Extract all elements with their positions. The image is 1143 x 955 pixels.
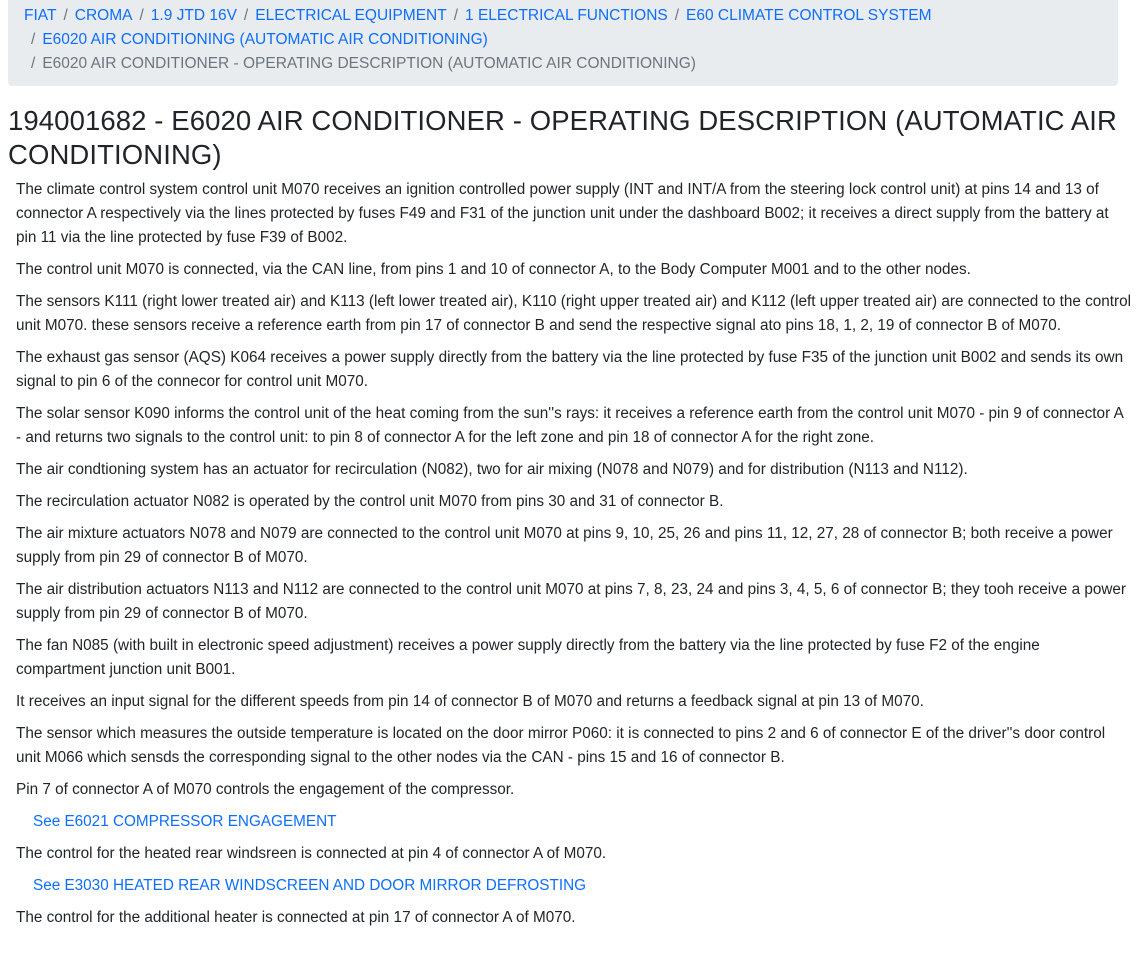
- breadcrumb-item-electrical-functions[interactable]: 1 ELECTRICAL FUNCTIONS: [465, 7, 668, 24]
- breadcrumb-separator: /: [139, 7, 144, 24]
- paragraph-solar-sensor: The solar sensor K090 informs the control unit of the heat coming from the sun''s rays: it receives a reference earth from the control unit M070 - pin 9 of connector A - and returns two signals to the control unit: to pin 8 of connector A for the left zone and pin 18 of connector A for the right zone.: [16, 405, 1123, 446]
- paragraph-actuators: The air condtioning system has an actuator for recirculation (N082), two for air mixing (N078 and N079) and for distribution (N113 and N112).: [16, 461, 968, 478]
- paragraph-compressor: Pin 7 of connector A of M070 controls the engagement of the compressor.: [16, 781, 515, 798]
- paragraph-air-distribution-actuators: The air distribution actuators N113 and N112 are connected to the control unit M070 at pins 7, 8, 23, 24 and pins 3, 4, 5, 6 of connector B; they tooh receive a power supply from pin 29 of connector B of M070.: [16, 581, 1126, 622]
- see-link-container: [16, 874, 1131, 898]
- paragraph-heated-rear-windscreen: The control for the heated rear windsreen is connected at pin 4 of connector A of M070.: [16, 845, 607, 862]
- breadcrumb-item-electrical-equipment[interactable]: ELECTRICAL EQUIPMENT: [255, 7, 447, 24]
- breadcrumb-item-air-conditioning[interactable]: E6020 AIR CONDITIONING (AUTOMATIC AIR CONDITIONING): [42, 31, 488, 48]
- breadcrumb-line-1: [24, 4, 1102, 28]
- breadcrumb-item-croma[interactable]: CROMA: [74, 7, 133, 24]
- paragraph-sensors: The sensors K111 (right lower treated air) and K113 (left lower treated air), K110 (right upper treated air) and K112 (left upper treated air) are connected to the control unit M070. these sensors receive a reference earth from pin 17 of connector B and send the respective signal ato pins 18, 1, 2, 19 of connector B of M070.: [16, 293, 1131, 334]
- see-link-container: [16, 810, 1131, 834]
- page-title: 194001682 - E6020 AIR CONDITIONER - OPERATING DESCRIPTION (AUTOMATIC AIR CONDITIONING): [8, 105, 1118, 170]
- paragraph-exhaust-gas-sensor: The exhaust gas sensor (AQS) K064 receives a power supply directly from the battery via the line protected by fuse F35 of the junction unit B002 and sends its own signal to pin 6 of the connecor for control unit M070.: [16, 349, 1124, 390]
- breadcrumb-separator: /: [31, 31, 36, 48]
- breadcrumb-item-fiat[interactable]: FIAT: [24, 7, 57, 24]
- paragraph-air-mixture-actuators: The air mixture actuators N078 and N079 are connected to the control unit M070 at pins 9, 10, 25, 26 and pins 11, 12, 27, 28 of connector B; both receive a power supply from pin 29 of connector B of M070.: [16, 525, 1113, 566]
- paragraph-outside-temperature: The sensor which measures the outside temperature is located on the door mirror P060: it is connected to pins 2 and 6 of connector E of the driver''s door control unit M066 which sensds the corresponding signal to the other nodes via the CAN - pins 15 and 16 of connector B.: [16, 725, 1106, 766]
- paragraph-fan-speed-signal: It receives an input signal for the different speeds from pin 14 of connector B of M070 and returns a feedback signal at pin 13 of M070.: [16, 693, 924, 710]
- paragraph-recirculation-actuator: The recirculation actuator N082 is operated by the control unit M070 from pins 30 and 31 of connector B.: [16, 493, 724, 510]
- paragraph-fan: The fan N085 (with built in electronic speed adjustment) receives a power supply directly from the battery via the line protected by fuse F2 of the engine compartment junction unit B001.: [16, 637, 1040, 678]
- breadcrumb-line-2: [24, 28, 1102, 52]
- see-heated-rear-windscreen-link[interactable]: See E3030 HEATED REAR WINDSCREEN AND DOOR MIRROR DEFROSTING: [33, 877, 587, 894]
- breadcrumb-separator: /: [31, 55, 36, 72]
- breadcrumb-separator: /: [674, 7, 680, 24]
- breadcrumb-active-item: E6020 AIR CONDITIONER - OPERATING DESCRIPTION (AUTOMATIC AIR CONDITIONING): [42, 55, 696, 72]
- breadcrumb-line-3: [24, 52, 1102, 76]
- paragraph-additional-heater: The control for the additional heater is connected at pin 17 of connector A of M070.: [16, 909, 576, 926]
- breadcrumb-item-climate-control[interactable]: E60 CLIMATE CONTROL SYSTEM: [686, 7, 932, 24]
- paragraph-can-line: The control unit M070 is connected, via the CAN line, from pins 1 and 10 of connector A, to the Body Computer M001 and to the other nodes.: [16, 261, 971, 278]
- operating-description: [16, 178, 1131, 938]
- breadcrumb-item-engine[interactable]: 1.9 JTD 16V: [150, 7, 237, 24]
- breadcrumb-separator: /: [63, 7, 68, 24]
- breadcrumb: [8, 0, 1118, 86]
- see-compressor-engagement-link[interactable]: See E6021 COMPRESSOR ENGAGEMENT: [33, 813, 337, 830]
- paragraph-power-supply: The climate control system control unit M070 receives an ignition controlled power supply (INT and INT/A from the steering lock control unit) at pins 14 and 13 of connector A respectively via the lines protected by fuses F49 and F31 of the junction unit under the dashboard B002; it receives a direct supply from the battery at pin 11 via the line protected by fuse F39 of B002.: [16, 181, 1109, 246]
- breadcrumb-separator: /: [243, 7, 249, 24]
- breadcrumb-separator: /: [453, 7, 459, 24]
